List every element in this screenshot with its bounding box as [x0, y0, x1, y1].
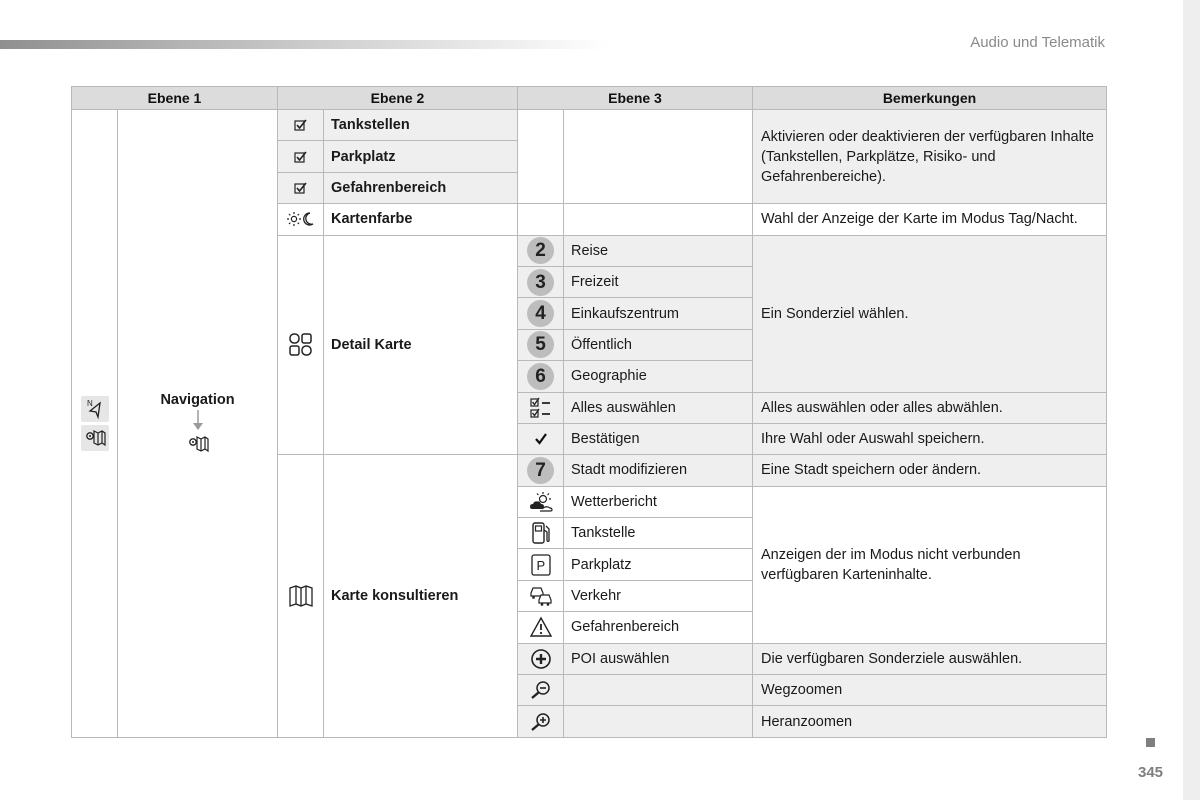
level1-navigation-cell: [118, 110, 278, 738]
checkmark-icon[interactable]: [518, 423, 564, 454]
number-badge: 3: [518, 266, 564, 297]
option-gefahrenbereich[interactable]: Gefahrenbereich: [324, 172, 518, 203]
page-number: 345: [1138, 764, 1164, 781]
poi-category-reise[interactable]: Reise: [564, 235, 753, 266]
navigation-icon[interactable]: [81, 396, 109, 422]
map-settings-icon[interactable]: [81, 425, 109, 451]
section-title: Audio und Telematik: [970, 34, 1105, 51]
remark-poi-select: Ein Sonderziel wählen.: [753, 235, 1107, 392]
number-badge: 4: [518, 298, 564, 329]
remark-offline-content: Anzeigen der im Modus nicht verbunden verfügbaren Karteninhalte.: [753, 486, 1107, 643]
navigation-label: Navigation: [160, 392, 235, 409]
checklist-icon[interactable]: [518, 392, 564, 423]
option-karte-konsultieren[interactable]: Karte konsultieren: [324, 455, 518, 738]
level3-empty: [564, 675, 753, 706]
traffic-option[interactable]: Verkehr: [564, 580, 753, 611]
option-detail-karte[interactable]: Detail Karte: [324, 235, 518, 455]
number-badge: 6: [518, 361, 564, 392]
poi-category-oeffentlich[interactable]: Öffentlich: [564, 329, 753, 360]
fuel-station-icon[interactable]: [518, 518, 564, 549]
parking-option[interactable]: Parkplatz: [564, 549, 753, 580]
poi-category-geographie[interactable]: Geographie: [564, 361, 753, 392]
warning-triangle-icon[interactable]: [518, 612, 564, 643]
remark-zoom-in: Heranzoomen: [753, 706, 1107, 737]
option-kartenfarbe[interactable]: Kartenfarbe: [324, 204, 518, 235]
col-header-remarks: Bemerkungen: [753, 87, 1107, 110]
poi-select-option[interactable]: POI auswählen: [564, 643, 753, 674]
parking-icon[interactable]: [518, 549, 564, 580]
poi-category-freizeit[interactable]: Freizeit: [564, 266, 753, 297]
remark-kartenfarbe: Wahl der Anzeige der Karte im Modus Tag/Nacht.: [753, 204, 1107, 235]
remark-poi-select-all: Die verfügbaren Sonderziele auswählen.: [753, 643, 1107, 674]
svg-text:P: P: [536, 557, 545, 573]
svg-text:N: N: [86, 398, 93, 408]
remark-confirm: Ihre Wahl oder Auswahl speichern.: [753, 423, 1107, 454]
city-modify-option[interactable]: Stadt modifizieren: [564, 455, 753, 486]
number-badge: 5: [518, 329, 564, 360]
map-settings-icon[interactable]: [184, 432, 212, 456]
remark-display-options: Aktivieren oder deaktivieren der verfügbaren Inhalte (Tankstellen, Parkplätze, Risiko- und Gefahrenbereiche).: [753, 110, 1107, 204]
map-icon[interactable]: [278, 455, 324, 738]
arrow-down-icon: [192, 410, 204, 432]
plus-circle-icon[interactable]: [518, 643, 564, 674]
col-header-level1: Ebene 1: [72, 87, 278, 110]
zoom-in-icon[interactable]: [518, 706, 564, 737]
page-edge-strip: [1183, 0, 1200, 800]
remark-city: Eine Stadt speichern oder ändern.: [753, 455, 1107, 486]
level3-empty: [564, 706, 753, 737]
page-marker: [1146, 738, 1155, 747]
select-all-option[interactable]: Alles auswählen: [564, 392, 753, 423]
day-night-icon[interactable]: [278, 204, 324, 235]
remark-zoom-out: Wegzoomen: [753, 675, 1107, 706]
poi-category-einkaufszentrum[interactable]: Einkaufszentrum: [564, 298, 753, 329]
col-header-level2: Ebene 2: [278, 87, 518, 110]
level1-icon-cell: [72, 110, 118, 738]
number-badge: 2: [518, 235, 564, 266]
level3-empty-icon: [518, 204, 564, 235]
number-badge: 7: [518, 455, 564, 486]
level3-empty: [564, 110, 753, 204]
level3-empty-icon: [518, 110, 564, 204]
weather-icon[interactable]: [518, 486, 564, 517]
danger-zone-option[interactable]: Gefahrenbereich: [564, 612, 753, 643]
poi-grid-icon[interactable]: [278, 235, 324, 455]
checkbox-icon[interactable]: [278, 172, 324, 203]
option-tankstellen[interactable]: Tankstellen: [324, 110, 518, 141]
option-parkplatz[interactable]: Parkplatz: [324, 141, 518, 172]
header-decor-bar: [0, 40, 610, 49]
traffic-icon[interactable]: [518, 580, 564, 611]
checkbox-icon[interactable]: [278, 110, 324, 141]
weather-option[interactable]: Wetterbericht: [564, 486, 753, 517]
zoom-out-icon[interactable]: [518, 675, 564, 706]
menu-table: [71, 86, 1107, 738]
confirm-option[interactable]: Bestätigen: [564, 423, 753, 454]
fuel-station-option[interactable]: Tankstelle: [564, 518, 753, 549]
level3-empty: [564, 204, 753, 235]
remark-select-all: Alles auswählen oder alles abwählen.: [753, 392, 1107, 423]
checkbox-icon[interactable]: [278, 141, 324, 172]
col-header-level3: Ebene 3: [518, 87, 753, 110]
